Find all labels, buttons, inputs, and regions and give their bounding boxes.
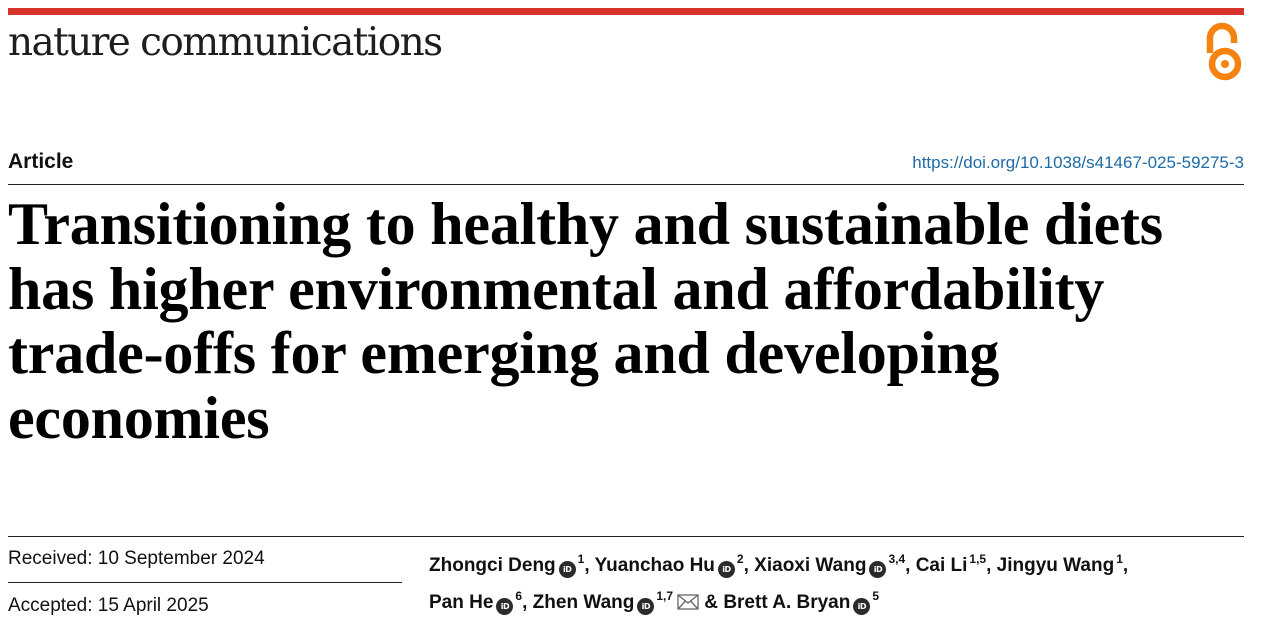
author-item: [429, 552, 585, 576]
author-name[interactable]: Cai Li: [915, 555, 968, 576]
author-name[interactable]: Zhongci Deng: [429, 555, 556, 576]
author-item: [996, 552, 1123, 576]
author-name[interactable]: Yuanchao Hu: [594, 555, 715, 576]
author-name[interactable]: Pan He: [429, 592, 494, 613]
affiliation-superscript[interactable]: 1: [1116, 552, 1123, 566]
author-name[interactable]: Zhen Wang: [532, 592, 635, 613]
open-access-icon: [1203, 22, 1247, 82]
journal-color-bar: [8, 8, 1244, 15]
accepted-date: Accepted: 15 April 2025: [8, 595, 209, 616]
affiliation-superscript[interactable]: 5: [872, 589, 880, 603]
author-name[interactable]: Jingyu Wang: [996, 555, 1115, 576]
orcid-icon[interactable]: iD: [496, 598, 513, 615]
author-item: [915, 552, 987, 576]
mail-icon[interactable]: [677, 594, 699, 610]
author-item: [594, 552, 744, 576]
affiliation-superscript[interactable]: 1: [577, 552, 585, 566]
orcid-icon[interactable]: iD: [853, 598, 870, 615]
dates-divider: [8, 582, 402, 583]
orcid-icon[interactable]: iD: [869, 561, 886, 578]
author-list: Zhongci Deng iD$^1$, Yuanchao Hu iD$^2$, Xiaoxi Wang iD$^{3,4}$, Cai Li $^{1,5}$, Jingyu Wang $^1$, Pan He iD$^6$, Zhen Wang iD$^{1,7}$ & Brett A. Bryan iD$^5$: [429, 552, 1129, 613]
affiliation-superscript[interactable]: 1,5: [969, 552, 987, 566]
journal-name[interactable]: nature communications: [8, 20, 442, 65]
affiliation-superscript[interactable]: 6: [515, 589, 523, 603]
author-item: [723, 589, 880, 613]
author-section-divider: [8, 536, 1244, 537]
received-date: Received: 10 September 2024: [8, 548, 265, 569]
article-type-label: Article: [8, 150, 74, 173]
affiliation-superscript[interactable]: 1,7: [656, 589, 674, 603]
author-name[interactable]: Brett A. Bryan: [723, 592, 851, 613]
author-item: [532, 589, 699, 613]
affiliation-superscript[interactable]: 3,4: [888, 552, 906, 566]
author-name[interactable]: Xiaoxi Wang: [754, 555, 867, 576]
header-divider: [8, 184, 1244, 185]
orcid-icon[interactable]: iD: [637, 598, 654, 615]
affiliation-superscript[interactable]: 2: [736, 552, 744, 566]
article-title: Transitioning to healthy and sustainable diets has higher environmental and affordability trade-offs for emerging and developing economies: [8, 191, 1163, 451]
doi-link[interactable]: https://doi.org/10.1038/s41467-025-59275-3: [912, 153, 1244, 172]
orcid-icon[interactable]: iD: [559, 561, 576, 578]
author-item: [754, 552, 906, 576]
orcid-icon[interactable]: iD: [718, 561, 735, 578]
author-item: [429, 589, 523, 613]
